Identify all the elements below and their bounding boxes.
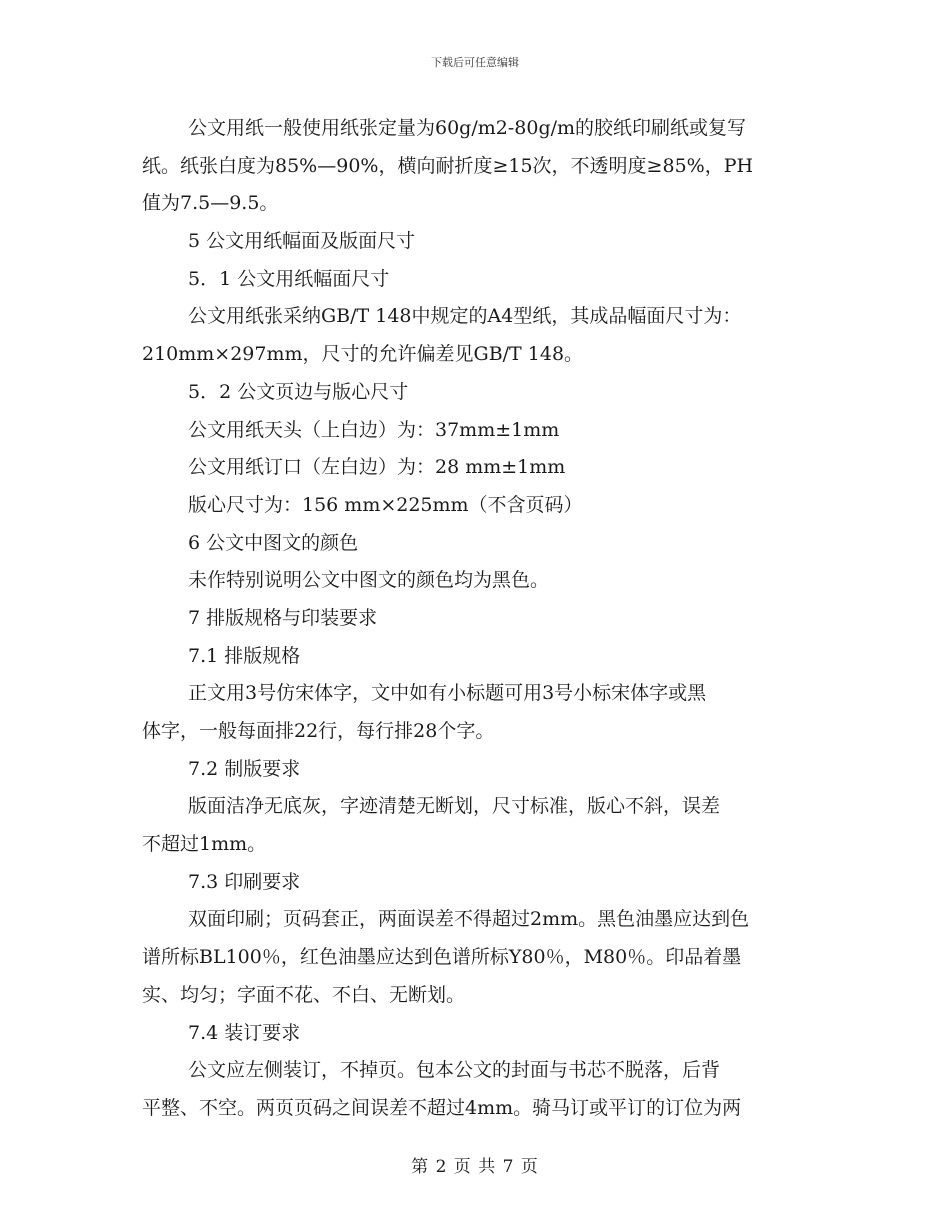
- text-line: 公文用纸张采纳GB/T 148中规定的A4型纸，其成品幅面尺寸为：: [188, 305, 742, 328]
- text-line: 未作特别说明公文中图文的颜色均为黑色。: [188, 569, 550, 592]
- text-line: 实、均匀；字面不花、不白、无断划。: [142, 983, 466, 1006]
- text-line: 公文用纸天头（上白边）为：37mm±1mm: [188, 418, 560, 441]
- text-line: 7.1 排版规格: [188, 644, 301, 667]
- text-line: 体字，一般每面排22行，每行排28个字。: [142, 720, 495, 742]
- text-line: 6 公文中图文的颜色: [188, 531, 359, 554]
- text-line: 公文用纸订口（左白边）为：28 mm±1mm: [188, 456, 566, 479]
- text-line: 7.2 制版要求: [188, 757, 301, 780]
- header-note: 下载后可任意编辑: [431, 56, 519, 69]
- text-line: 平整、不空。两页页码之间误差不超过4mm。骑马订或平订的订位为两: [142, 1096, 742, 1119]
- text-line: 双面印刷；页码套正，两面误差不得超过2mm。黑色油墨应达到色: [188, 908, 750, 931]
- document-body: [142, 110, 807, 1128]
- page-number: 第 2 页 共 7 页: [411, 1157, 539, 1177]
- text-line: 不超过1mm。: [142, 833, 267, 856]
- text-line: 5．1 公文用纸幅面尺寸: [188, 267, 390, 290]
- text-line: 7.3 印刷要求: [188, 870, 301, 893]
- text-line: 纸。纸张白度为85%—90%，横向耐折度≥15次，不透明度≥85%，PH: [142, 154, 754, 177]
- text-line: 版面洁净无底灰，字迹清楚无断划，尺寸标准，版心不斜，误差: [188, 795, 721, 818]
- text-line: 公文应左侧装订，不掉页。包本公文的封面与书芯不脱落，后背: [188, 1059, 721, 1082]
- text-line: 谱所标BL100％，红色油墨应达到色谱所标Y80％，M80％。印品着墨: [142, 946, 742, 969]
- text-line: 7.4 装订要求: [188, 1021, 301, 1044]
- text-line: 值为7.5—9.5。: [142, 192, 279, 215]
- text-line: 版心尺寸为：156 mm×225mm（不含页码）: [188, 493, 583, 516]
- text-line: 7 排版规格与印装要求: [188, 606, 378, 629]
- text-line: 210mm×297mm，尺寸的允许偏差见GB/T 148。: [142, 343, 584, 366]
- text-line: 正文用3号仿宋体字，文中如有小标题可用3号小标宋体字或黑: [188, 682, 707, 705]
- text-line: 5．2 公文页边与版心尺寸: [188, 380, 409, 403]
- text-line: 5 公文用纸幅面及版面尺寸: [188, 230, 416, 253]
- text-line: 公文用纸一般使用纸张定量为60g/m2-80g/m的胶纸印刷纸或复写: [188, 117, 747, 139]
